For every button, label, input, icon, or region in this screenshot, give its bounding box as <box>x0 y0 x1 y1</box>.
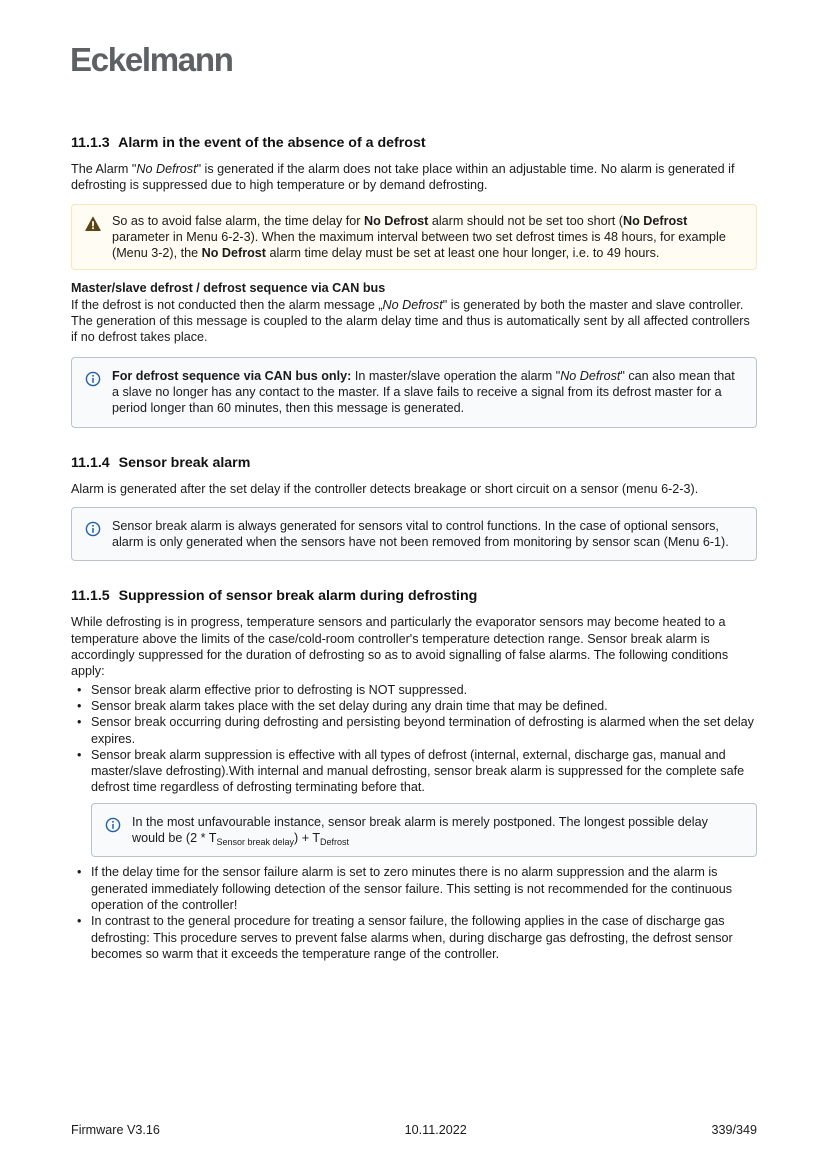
page-content <box>71 134 757 962</box>
list-item <box>77 747 757 857</box>
text: parameter in Menu 6-2-3). When the maximum interval between two set defrost times is 48 hours, for example (Menu 3-2), the <box>112 229 726 261</box>
text: So as to avoid false alarm, the time delay for <box>112 213 364 228</box>
text: " is generated by both the master and slave controller. The generation of this message is coupled to the alarm delay time and thus is automatically sent by all affected controllers if no defrost takes place. <box>71 297 750 345</box>
list-item: • In contrast to the general procedure for treating a sensor failure, the following applies in the case of discharge gas defrosting: This procedure serves to prevent false alarms when, during discharge gas defrosting, the defrost sensor becomes so warm that it exceeds the temperature range of the controller. <box>77 913 757 962</box>
list-item: • Sensor break alarm effective prior to defrosting is NOT suppressed. <box>77 682 757 698</box>
list-item: • Sensor break alarm takes place with the set delay during any drain time that may be defined. <box>77 698 757 714</box>
section-heading-11-1-3 <box>71 134 757 152</box>
text: ) + T <box>294 831 321 846</box>
text: In the most unfavourable instance, sensor break alarm is merely postponed. The longest possible delay would be (2 * T <box>132 814 708 846</box>
emphasis: No Defrost <box>622 213 688 228</box>
conditions-list <box>77 682 757 962</box>
section-heading-11-1-4 <box>71 454 757 472</box>
section-title: Suppression of sensor break alarm during defrosting <box>118 588 478 605</box>
footer-firmware: Firmware V3.16 <box>71 1123 160 1137</box>
list-item: • Sensor break occurring during defrosting and persisting beyond termination of defrosting is alarmed when the set delay expires. <box>77 714 757 747</box>
text: If the defrost is not conducted then the alarm message „ <box>71 297 383 312</box>
emphasis: No Defrost <box>201 246 266 261</box>
info-circle-icon <box>105 817 121 833</box>
info-note-can-bus <box>71 357 757 428</box>
spacer <box>71 571 757 587</box>
text: " is generated if the alarm does not take place within an adjustable time. No alarm is generated if defrosting is suppressed due to high temperature or by demand defrosting. <box>71 162 735 193</box>
section-heading-11-1-5 <box>71 587 757 605</box>
text: In master/slave operation the alarm " <box>351 368 561 383</box>
info-circle-icon <box>85 521 101 537</box>
paragraph-no-defrost-intro <box>71 161 757 194</box>
section-number: 11.1.5 <box>71 588 110 605</box>
spacer <box>71 438 757 454</box>
warning-note <box>71 204 757 271</box>
paragraph-sensor-break-intro: Alarm is generated after the set delay if the controller detects breakage or short circuit on a sensor (menu 6-2-3). <box>71 481 699 496</box>
subscript: Sensor break delay <box>216 837 295 848</box>
warning-triangle-icon <box>85 216 101 232</box>
section-title: Alarm in the event of the absence of a defrost <box>118 135 426 151</box>
emphasis: No Defrost <box>560 368 621 383</box>
emphasis: No Defrost <box>136 162 197 176</box>
info-note-postponed <box>91 803 757 858</box>
subscript: Defrost <box>320 837 350 848</box>
subheading-master-slave: Master/slave defrost / defrost sequence via CAN bus <box>71 281 386 296</box>
section-title: Sensor break alarm <box>118 454 251 471</box>
emphasis: For defrost sequence via CAN bus only: <box>112 368 352 383</box>
section-number: 11.1.3 <box>71 135 110 151</box>
page-footer <box>71 1122 757 1138</box>
info-circle-icon <box>85 371 101 387</box>
text: Sensor break alarm suppression is effective with all types of defrost (internal, external, discharge gas, manual and master/slave defrosting).With internal and manual defrosting, sensor break alarm is suppressed for the complete safe defrost time regardless of defrosting terminating before that. <box>91 747 745 795</box>
footer-page-number: 339/349 <box>711 1123 757 1137</box>
eckelmann-logo: Eckelmann <box>70 41 233 78</box>
paragraph-suppression-intro: While defrosting is in progress, temperature sensors and particularly the evaporator sensors may become heated to a temperature above the limits of the case/cold-room controller's temperature detection range. Sensor break alarm is accordingly suppressed for the duration of defrosting so as to avoid signalling of false alarms. The following conditions apply: <box>71 615 729 679</box>
footer-date: 10.11.2022 <box>404 1123 467 1137</box>
text: alarm should not be set too short ( <box>428 213 623 228</box>
emphasis: No Defrost <box>364 213 429 228</box>
text: The Alarm " <box>71 162 137 176</box>
text: Sensor break alarm is always generated for sensors vital to control functions. In the case of optional sensors, alarm is only generated when the sensors have not been removed from monitoring by sensor scan (Menu 6-1). <box>112 518 729 550</box>
list-item: • If the delay time for the sensor failure alarm is set to zero minutes there is no alarm suppression and the alarm is generated immediately following detection of the sensor failure. This setting is not recommended for the continuous operation of the controller! <box>77 864 757 913</box>
emphasis: No Defrost <box>382 297 443 312</box>
text: " can also mean that a slave no longer has any contact to the master. If a slave fails to receive a signal from its defrost master for a period longer than 60 minutes, then this message is generated. <box>112 368 735 416</box>
section-number: 11.1.4 <box>71 454 110 471</box>
paragraph-master-slave <box>71 280 757 345</box>
text: alarm time delay must be set at least one hour longer, i.e. to 49 hours. <box>265 246 660 261</box>
info-note-sensor-break <box>71 507 757 562</box>
